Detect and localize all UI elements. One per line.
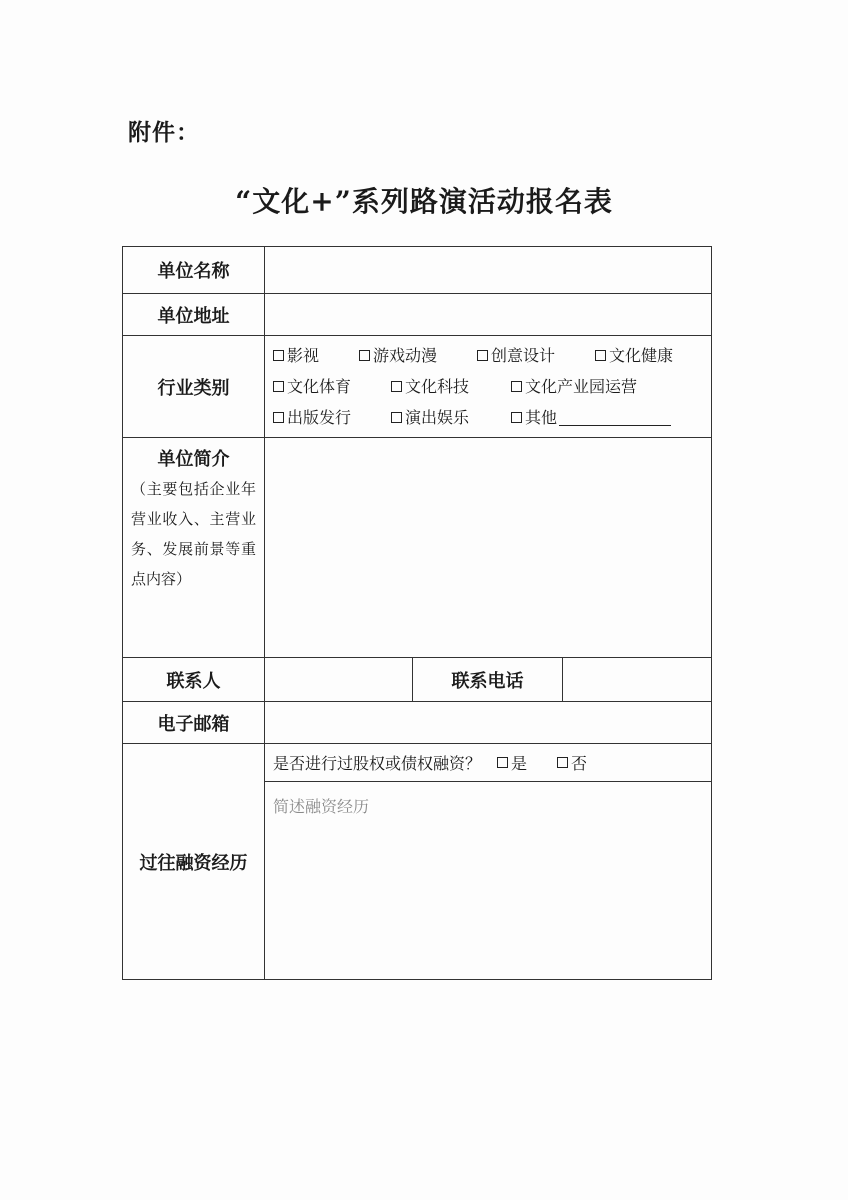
company-address-field[interactable] (265, 294, 712, 336)
checkbox-icon[interactable] (359, 350, 370, 361)
industry-option-culture-tech[interactable]: 文化科技 (391, 371, 511, 402)
financing-question-row (265, 744, 711, 782)
financing-question: 是否进行过股权或债权融资？ (273, 754, 482, 773)
email-label: 电子邮箱 (123, 702, 265, 744)
checkbox-icon[interactable] (497, 757, 508, 768)
registration-form (122, 246, 712, 980)
contact-label: 联系人 (123, 658, 265, 702)
industry-option-games-animation[interactable]: 游戏动漫 (359, 340, 477, 371)
phone-field[interactable] (563, 658, 712, 702)
email-field[interactable] (265, 702, 712, 744)
attachment-label: 附件： (128, 119, 200, 146)
industry-option-publishing[interactable]: 出版发行 (273, 402, 391, 433)
intro-label-cell (123, 438, 265, 658)
checkbox-icon[interactable] (595, 350, 606, 361)
checkbox-icon[interactable] (391, 381, 402, 392)
checkbox-icon[interactable] (273, 412, 284, 423)
financing-description-field[interactable] (265, 782, 711, 979)
intro-label: 单位简介 (157, 449, 230, 470)
company-name-field[interactable] (265, 247, 712, 294)
checkbox-icon[interactable] (391, 412, 402, 423)
checkbox-icon[interactable] (273, 381, 284, 392)
financing-placeholder: 简述融资经历 (273, 797, 370, 816)
industry-option-other[interactable]: 其他 (511, 402, 671, 433)
industry-option-industrial-park[interactable]: 文化产业园运营 (511, 371, 637, 402)
industry-option-performance[interactable]: 演出娱乐 (391, 402, 511, 433)
intro-note: （主要包括企业年营业收入、主营业务、发展前景等重点内容） (131, 480, 256, 588)
checkbox-icon[interactable] (477, 350, 488, 361)
financing-yes-option[interactable]: 是 (497, 751, 557, 774)
industry-option-culture-sports[interactable]: 文化体育 (273, 371, 391, 402)
industry-option-culture-health[interactable]: 文化健康 (595, 340, 673, 371)
industry-option-film[interactable]: 影视 (273, 340, 359, 371)
company-name-label: 单位名称 (123, 247, 265, 294)
financing-no-option[interactable]: 否 (557, 751, 587, 774)
company-address-label: 单位地址 (123, 294, 265, 336)
industry-label: 行业类别 (123, 336, 265, 438)
industry-options (265, 336, 712, 438)
phone-label: 联系电话 (413, 658, 563, 702)
intro-field[interactable] (265, 438, 712, 658)
checkbox-icon[interactable] (511, 381, 522, 392)
checkbox-icon[interactable] (557, 757, 568, 768)
financing-label: 过往融资经历 (123, 744, 265, 980)
contact-field[interactable] (265, 658, 413, 702)
industry-option-creative-design[interactable]: 创意设计 (477, 340, 595, 371)
other-input-line[interactable] (559, 409, 671, 426)
document-title: “文化+”系列路演活动报名表 (235, 185, 613, 218)
checkbox-icon[interactable] (273, 350, 284, 361)
financing-cell (265, 744, 712, 980)
checkbox-icon[interactable] (511, 412, 522, 423)
